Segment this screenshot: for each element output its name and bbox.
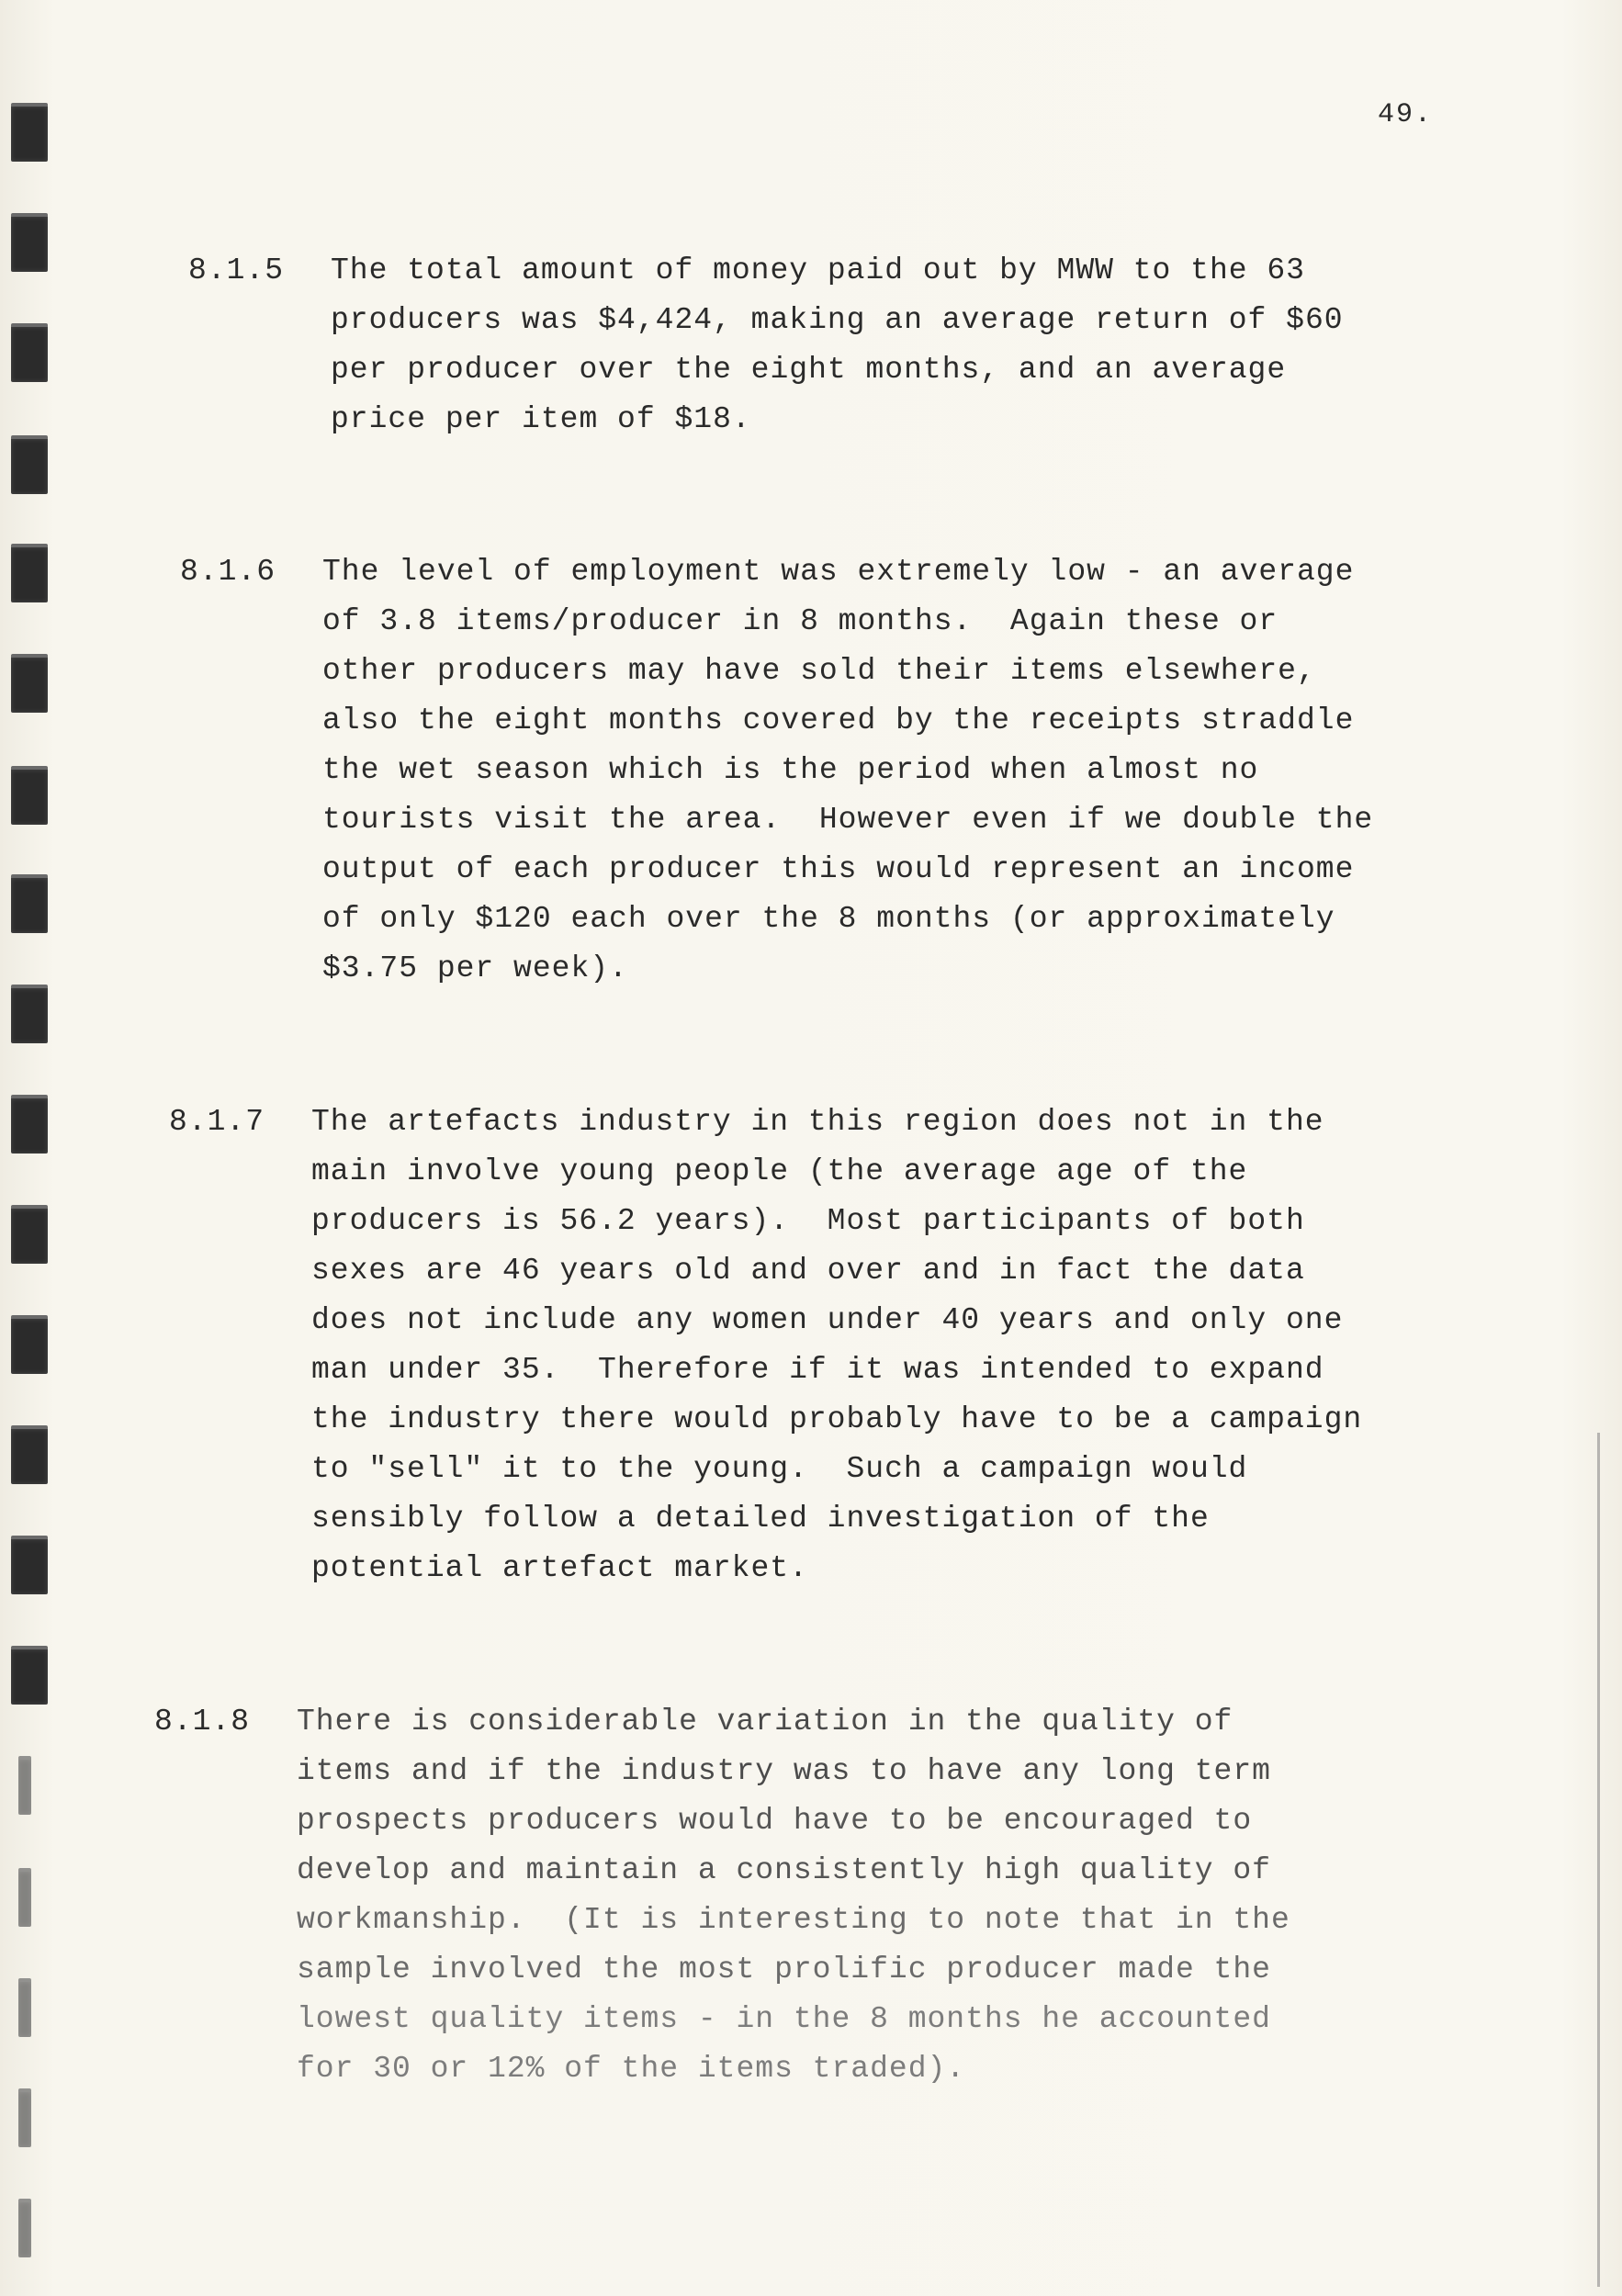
paragraph-number: 8.1.7 — [169, 1105, 265, 1139]
binding-hole — [11, 213, 48, 272]
text-line: The total amount of money paid out by MWW to the 63 — [331, 253, 1305, 287]
text-line: producers is 56.2 years). Most participants of both — [311, 1204, 1305, 1238]
text-line: other producers may have sold their items elsewhere, — [322, 654, 1316, 688]
paragraph-body — [322, 547, 1590, 994]
binding-hole — [18, 1978, 31, 2037]
text-line: to "sell" it to the young. Such a campaign would — [311, 1452, 1248, 1486]
binding-hole — [11, 103, 48, 162]
binding-holes — [0, 0, 64, 2296]
text-line: lowest quality items - in the 8 months he accounted — [297, 2002, 1271, 2036]
text-line: The level of employment was extremely low - an average — [322, 555, 1355, 589]
text-line: The artefacts industry in this region does not in the — [311, 1105, 1324, 1139]
binding-hole — [11, 1536, 48, 1594]
text-line: also the eight months covered by the receipts straddle — [322, 703, 1355, 737]
text-line: output of each producer this would represent an income — [322, 852, 1355, 886]
text-line: There is considerable variation in the quality of — [297, 1705, 1233, 1739]
paragraph-body — [311, 1097, 1579, 1593]
text-line: potential artefact market. — [311, 1551, 808, 1585]
paragraph-number: 8.1.6 — [180, 555, 276, 589]
paragraph-body — [331, 246, 1598, 445]
text-line: workmanship. (It is interesting to note that in the — [297, 1903, 1290, 1937]
binding-hole — [11, 323, 48, 382]
text-line: sexes are 46 years old and over and in fact the data — [311, 1254, 1305, 1288]
page-edge-shadow — [1597, 1433, 1600, 2287]
paragraph-body — [297, 1697, 1564, 2094]
text-line: for 30 or 12% of the items traded). — [297, 2052, 966, 2086]
binding-hole — [18, 1756, 31, 1815]
text-line: price per item of $18. — [331, 402, 751, 436]
binding-hole — [11, 1425, 48, 1484]
text-line: does not include any women under 40 years and only one — [311, 1303, 1344, 1337]
text-line: items and if the industry was to have any long term — [297, 1754, 1271, 1788]
binding-hole — [11, 766, 48, 825]
text-line: per producer over the eight months, and an average — [331, 353, 1287, 387]
binding-hole — [11, 1205, 48, 1264]
binding-hole — [11, 544, 48, 602]
text-line: producers was $4,424, making an average return of $60 — [331, 303, 1344, 337]
text-line: of only $120 each over the 8 months (or approximately — [322, 902, 1335, 936]
text-line: the industry there would probably have to be a campaign — [311, 1402, 1363, 1436]
binding-hole — [11, 1646, 48, 1705]
text-line: prospects producers would have to be encouraged to — [297, 1804, 1253, 1838]
binding-hole — [11, 985, 48, 1043]
text-line: $3.75 per week). — [322, 951, 628, 985]
binding-hole — [18, 2088, 31, 2147]
binding-hole — [18, 2199, 31, 2257]
binding-hole — [11, 435, 48, 494]
binding-hole — [11, 1315, 48, 1374]
text-line: the wet season which is the period when almost no — [322, 753, 1259, 787]
text-line: of 3.8 items/producer in 8 months. Again these or — [322, 604, 1278, 638]
text-line: tourists visit the area. However even if we double the — [322, 803, 1374, 837]
text-line: main involve young people (the average age of the — [311, 1154, 1248, 1188]
binding-hole — [11, 1095, 48, 1154]
paragraph-number: 8.1.8 — [154, 1705, 251, 1739]
page-number: 49. — [1378, 99, 1434, 130]
binding-hole — [11, 874, 48, 933]
binding-hole — [18, 1868, 31, 1927]
text-line: sensibly follow a detailed investigation of the — [311, 1502, 1210, 1536]
text-line: sample involved the most prolific producer made the — [297, 1953, 1271, 1986]
paragraph-number: 8.1.5 — [188, 253, 285, 287]
text-line: develop and maintain a consistently high quality of — [297, 1853, 1271, 1887]
text-line: man under 35. Therefore if it was intended to expand — [311, 1353, 1324, 1387]
binding-hole — [11, 654, 48, 713]
